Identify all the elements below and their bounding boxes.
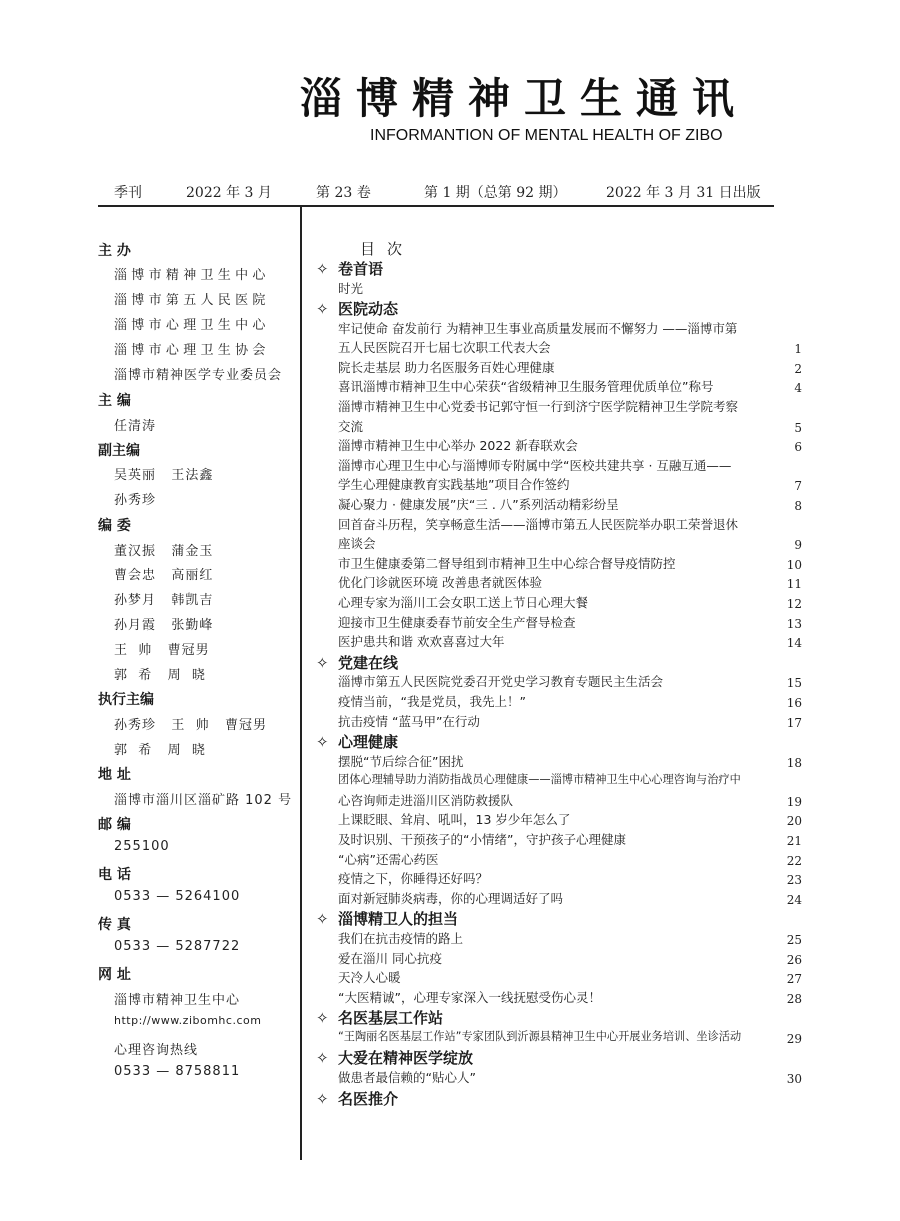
toc-section-title: 名医推介 bbox=[338, 1089, 399, 1108]
toc-page-number: 1 bbox=[794, 342, 802, 357]
toc-page-number: 27 bbox=[786, 972, 802, 987]
website-label: 网 址 bbox=[98, 967, 131, 983]
board-members: 王 帅 曹冠男 bbox=[114, 643, 210, 658]
toc-entry[interactable]: 交流 bbox=[338, 418, 364, 434]
toc-entry[interactable]: 抗击疫情 “蓝马甲”在行动 bbox=[338, 713, 480, 729]
toc-entry[interactable]: 回首奋斗历程，笑享畅意生活——淄博市第五人民医院举办职工荣誉退休 bbox=[338, 516, 739, 532]
toc-entry[interactable]: 淄博市第五人民医院党委召开党史学习教育专题民主生活会 bbox=[338, 674, 664, 690]
toc-entry[interactable]: 市卫生健康委第二督导组到市精神卫生中心综合督导疫情防控 bbox=[338, 555, 676, 571]
toc-section bbox=[316, 1007, 443, 1028]
toc-entry[interactable]: 时光 bbox=[338, 280, 364, 296]
sponsor-item: 淄博市精神医学专业委员会 bbox=[114, 368, 283, 383]
address-label: 地 址 bbox=[98, 767, 131, 783]
toc-section-title: 卷首语 bbox=[338, 260, 384, 278]
toc-page-number: 7 bbox=[794, 479, 802, 494]
board-members: 曹会忠 高丽红 bbox=[114, 568, 214, 583]
toc-entry[interactable]: 优化门诊就医环境 改善患者就医体验 bbox=[338, 575, 542, 591]
toc-page-number: 9 bbox=[794, 538, 802, 553]
toc-section-title: 医院动态 bbox=[338, 300, 399, 319]
board-members: 董汉振 蒲金玉 bbox=[114, 544, 214, 559]
issue-number: 第 1 期（总第 92 期） bbox=[424, 185, 567, 201]
toc-entry[interactable]: 团体心理辅导助力消防指战员心理健康——淄博市精神卫生中心心理咨询与治疗中 bbox=[338, 773, 741, 787]
toc-section-title: 党建在线 bbox=[338, 653, 399, 672]
toc-section bbox=[316, 258, 383, 279]
toc-page-number: 15 bbox=[786, 676, 802, 691]
toc-entry[interactable]: 摆脱“节后综合征”困扰 bbox=[338, 753, 464, 769]
executive-editor-names: 郭 希 周 晓 bbox=[114, 743, 206, 758]
sponsor-label: 主 办 bbox=[98, 243, 131, 259]
website-org: 淄博市精神卫生中心 bbox=[114, 993, 241, 1008]
toc-section bbox=[316, 731, 398, 752]
sponsor-item: 淄博市第五人民医院 bbox=[114, 293, 270, 308]
fax-value: 0533 — 5287722 bbox=[114, 939, 241, 954]
toc-page-number: 19 bbox=[786, 794, 802, 809]
toc-entry[interactable]: 喜讯淄博市精神卫生中心荣获“省级精神卫生服务管理优质单位”称号 bbox=[338, 379, 714, 395]
toc-entry[interactable]: 五人民医院召开七届七次职工代表大会 bbox=[338, 340, 551, 356]
toc-page-number: 28 bbox=[786, 991, 802, 1006]
toc-entry[interactable]: 及时识别、干预孩子的“小情绪”，守护孩子心理健康 bbox=[338, 832, 626, 847]
toc-entry[interactable]: 心咨询师走进淄川区消防救援队 bbox=[338, 792, 514, 808]
header-rule bbox=[98, 205, 774, 207]
toc-section bbox=[316, 652, 398, 673]
board-label: 编 委 bbox=[98, 518, 131, 534]
toc-page-number: 14 bbox=[786, 636, 802, 651]
diamond-icon: ✧ bbox=[316, 260, 329, 278]
toc-entry[interactable]: 面对新冠肺炎病毒，你的心理调适好了吗 bbox=[338, 890, 564, 906]
diamond-icon: ✧ bbox=[316, 733, 329, 752]
toc-page-number: 24 bbox=[786, 892, 802, 907]
toc-page-number: 10 bbox=[786, 557, 802, 572]
toc-entry[interactable]: 天冷人心暖 bbox=[338, 970, 401, 986]
toc-entry[interactable]: 牢记使命 奋发前行 为精神卫生事业高质量发展而不懈努力 ——淄博市第 bbox=[338, 320, 738, 336]
toc-page-number: 17 bbox=[786, 715, 802, 730]
sponsor-item: 淄博市精神卫生中心 bbox=[114, 268, 270, 283]
toc-page-number: 20 bbox=[786, 814, 802, 829]
toc-page-number: 16 bbox=[786, 695, 802, 710]
board-members: 孙梦月 韩凯吉 bbox=[114, 593, 214, 608]
toc-entry[interactable]: 凝心聚力 · 健康发展”庆“三 . 八”系列活动精彩纷呈 bbox=[338, 497, 619, 512]
toc-entry[interactable]: 疫情当前，“我是党员，我先上！” bbox=[338, 693, 526, 709]
toc-section-title: 淄博精卫人的担当 bbox=[338, 910, 459, 929]
hotline-label: 心理咨询热线 bbox=[114, 1043, 199, 1058]
toc-page-number: 8 bbox=[794, 499, 802, 513]
issue-frequency: 季刊 bbox=[114, 185, 142, 201]
postcode-value: 255100 bbox=[114, 839, 170, 854]
toc-section-title: 心理健康 bbox=[338, 733, 399, 752]
executive-editor-names: 孙秀珍 王 帅 曹冠男 bbox=[114, 718, 268, 733]
toc-heading: 目次 bbox=[360, 240, 415, 258]
toc-page-number: 22 bbox=[786, 853, 802, 868]
issue-date: 2022 年 3 月 bbox=[186, 185, 272, 201]
toc-page-number: 25 bbox=[786, 932, 802, 947]
toc-page-number: 26 bbox=[786, 952, 802, 967]
deputy-editor-names: 孙秀珍 bbox=[114, 493, 157, 508]
toc-entry[interactable]: 做患者最信赖的“贴心人” bbox=[338, 1069, 476, 1085]
toc-page-number: 13 bbox=[786, 616, 802, 631]
diamond-icon: ✧ bbox=[316, 653, 329, 672]
toc-entry[interactable]: 淄博市精神卫生中心党委书记郭守恒一行到济宁医学院精神卫生学院考察 bbox=[338, 399, 739, 414]
toc-entry[interactable]: 医护患共和谐 欢欢喜喜过大年 bbox=[338, 634, 505, 650]
board-members: 郭 希 周 晓 bbox=[114, 668, 206, 683]
phone-value: 0533 — 5264100 bbox=[114, 889, 241, 904]
toc-section-title: 名医基层工作站 bbox=[338, 1009, 444, 1028]
toc-section bbox=[316, 908, 458, 929]
toc-page-number: 12 bbox=[786, 597, 802, 611]
sponsor-item: 淄博市心理卫生中心 bbox=[114, 318, 270, 333]
toc-page-number: 2 bbox=[794, 361, 802, 376]
toc-page-number: 29 bbox=[786, 1031, 802, 1046]
toc-section bbox=[316, 1088, 398, 1109]
diamond-icon: ✧ bbox=[316, 300, 329, 319]
diamond-icon: ✧ bbox=[316, 1089, 329, 1108]
journal-english-title: INFORMANTION OF MENTAL HEALTH OF ZIBO bbox=[370, 127, 723, 144]
toc-entry[interactable]: 淄博市精神卫生中心举办 2022 新春联欢会 bbox=[338, 438, 578, 454]
toc-page-number: 23 bbox=[786, 873, 802, 888]
toc-page-number: 18 bbox=[786, 755, 802, 770]
toc-entry[interactable]: “王陶丽名医基层工作站”专家团队到沂源县精神卫生中心开展业务培训、坐诊活动 bbox=[338, 1029, 742, 1043]
toc-entry[interactable]: 淄博市心理卫生中心与淄博师专附属中学“医校共建共享 · 互融互通—— bbox=[338, 457, 732, 473]
toc-section-title: 大爱在精神医学绽放 bbox=[338, 1049, 474, 1068]
diamond-icon: ✧ bbox=[316, 1009, 329, 1028]
deputy-editor-names: 吴英丽 王法鑫 bbox=[114, 468, 214, 483]
toc-entry[interactable]: 疫情之下，你睡得还好吗？ bbox=[338, 871, 489, 887]
chief-editor-label: 主 编 bbox=[98, 393, 131, 409]
toc-entry[interactable]: “心病”还需心药医 bbox=[338, 851, 439, 867]
toc-entry[interactable]: 迎接市卫生健康委春节前安全生产督导检查 bbox=[338, 614, 576, 630]
postcode-label: 邮 编 bbox=[98, 817, 131, 833]
toc-page-number: 11 bbox=[786, 577, 802, 592]
board-members: 孙月霞 张勤峰 bbox=[114, 618, 214, 633]
deputy-editor-label: 副主编 bbox=[98, 443, 140, 459]
toc-page-number: 6 bbox=[794, 440, 802, 455]
phone-label: 电 话 bbox=[98, 867, 131, 883]
toc-entry[interactable]: 我们在抗击疫情的路上 bbox=[338, 930, 464, 946]
toc-entry[interactable]: 座谈会 bbox=[338, 536, 376, 552]
issue-volume: 第 23 卷 bbox=[316, 185, 371, 201]
toc-entry[interactable]: “大医精诚”，心理专家深入一线抚慰受伤心灵！ bbox=[338, 989, 601, 1005]
diamond-icon: ✧ bbox=[316, 910, 329, 929]
diamond-icon: ✧ bbox=[316, 1049, 329, 1068]
hotline-value: 0533 — 8758811 bbox=[114, 1064, 241, 1079]
toc-entry[interactable]: 心理专家为淄川工会女职工送上节日心理大餐 bbox=[338, 595, 589, 610]
column-divider bbox=[300, 205, 302, 1160]
fax-label: 传 真 bbox=[98, 917, 131, 933]
toc-page-number: 21 bbox=[786, 834, 802, 848]
toc-section bbox=[316, 298, 398, 319]
address-value: 淄博市淄川区淄矿路 102 号 bbox=[114, 793, 293, 808]
toc-entry[interactable]: 学生心理健康教育实践基地”项目合作签约 bbox=[338, 477, 570, 493]
toc-entry[interactable]: 上课眨眼、耸肩、吼叫，13 岁少年怎么了 bbox=[338, 812, 571, 828]
chief-editor-name: 任清涛 bbox=[114, 419, 157, 434]
executive-editor-label: 执行主编 bbox=[98, 692, 154, 708]
journal-title: 淄博精神卫生通讯 bbox=[300, 74, 749, 123]
toc-section bbox=[316, 1047, 473, 1068]
toc-page-number: 30 bbox=[786, 1071, 802, 1086]
toc-page-number: 4 bbox=[794, 381, 802, 396]
toc-page-number: 5 bbox=[794, 420, 802, 435]
toc-entry[interactable]: 爱在淄川 同心抗疫 bbox=[338, 950, 442, 966]
sponsor-item: 淄博市心理卫生协会 bbox=[114, 343, 270, 358]
toc-entry[interactable]: 院长走基层 助力名医服务百姓心理健康 bbox=[338, 359, 555, 375]
website-url: http://www.zibomhc.com bbox=[114, 1014, 262, 1027]
issue-published-date: 2022 年 3 月 31 日出版 bbox=[606, 185, 761, 201]
